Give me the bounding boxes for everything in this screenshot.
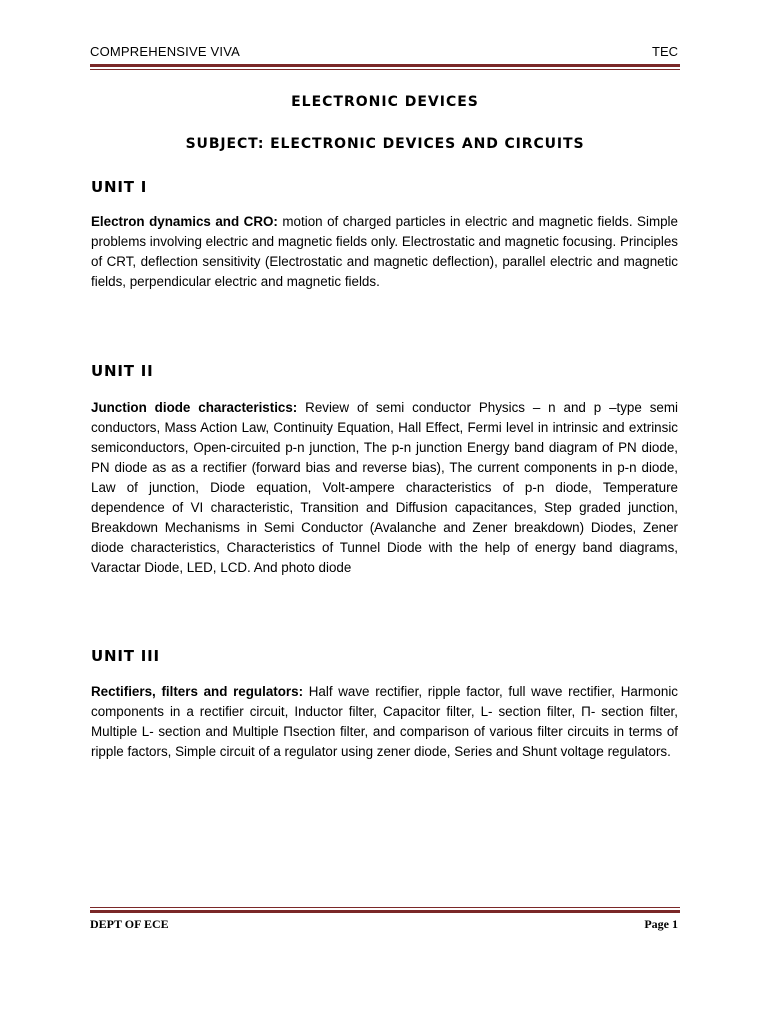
unit-2-text: Review of semi conductor Physics – n and p –type semi conductors, Mass Action Law, Continuity Equation, Hall Effect, Fermi level in intrinsic and extrinsic semiconductors, Open-circuited p-n junction, The p-n junction Energy band diagram of PN diode, PN diode as as a rectifier (forward bias and reverse bias), The current components in p-n diode, Law of junction, Diode equation, Volt-ampere characteristics of p-n diode, Temperature dependence of VI characteristic, Transition and Diffusion capacitances, Step graded junction, Breakdown Mechanisms in Semi Conductor (Avalanche and Zener breakdown) Diodes, Zener diode characteristics, Characteristics of Tunnel Diode with the help of energy band diagrams, Varactar Diode, LED, LCD. And photo diode — [91, 400, 678, 575]
unit-1-topic: Electron dynamics and CRO: — [91, 214, 278, 229]
unit-3-text: Half wave rectifier, ripple factor, full wave rectifier, Harmonic components in a rectifier circuit, Inductor filter, Capacitor filter, L- section filter, Π- section filter, Multiple L- section and Multiple Πsection filter, and comparison of various filter circuits in terms of ripple factors, Simple circuit of a regulator using zener diode, Series and Shunt voltage regulators. — [91, 684, 678, 759]
unit-1-body — [91, 212, 678, 292]
unit-2-topic: Junction diode characteristics: — [91, 400, 298, 415]
unit-3-heading: UNIT III — [91, 647, 160, 665]
unit-1-text: motion of charged particles in electric and magnetic fields. Simple problems involving electric and magnetic fields only. Electrostatic and magnetic focusing. Principles of CRT, deflection sensitivity (Electrostatic and magnetic deflection), parallel electric and magnetic fields, perpendicular electric and magnetic fields. — [91, 214, 678, 289]
footer-divider-thin — [90, 907, 680, 908]
footer-department: DEPT OF ECE — [90, 917, 169, 931]
unit-1-heading: UNIT I — [91, 178, 148, 196]
footer-page-number: Page 1 — [644, 917, 678, 931]
document-title: ELECTRONIC DEVICES — [291, 94, 479, 110]
header-left-text: COMPREHENSIVE VIVA — [90, 44, 241, 59]
unit-2-heading: UNIT II — [91, 362, 154, 380]
unit-3-body — [91, 682, 678, 762]
footer-divider-thick — [90, 910, 680, 913]
header-right-text: TEC — [652, 44, 678, 59]
header-divider-thick — [90, 64, 680, 67]
unit-2-body — [91, 398, 678, 578]
header-divider-thin — [90, 69, 680, 70]
subject-title: SUBJECT: ELECTRONIC DEVICES AND CIRCUITS — [185, 136, 585, 152]
unit-3-topic: Rectifiers, filters and regulators: — [91, 684, 304, 699]
